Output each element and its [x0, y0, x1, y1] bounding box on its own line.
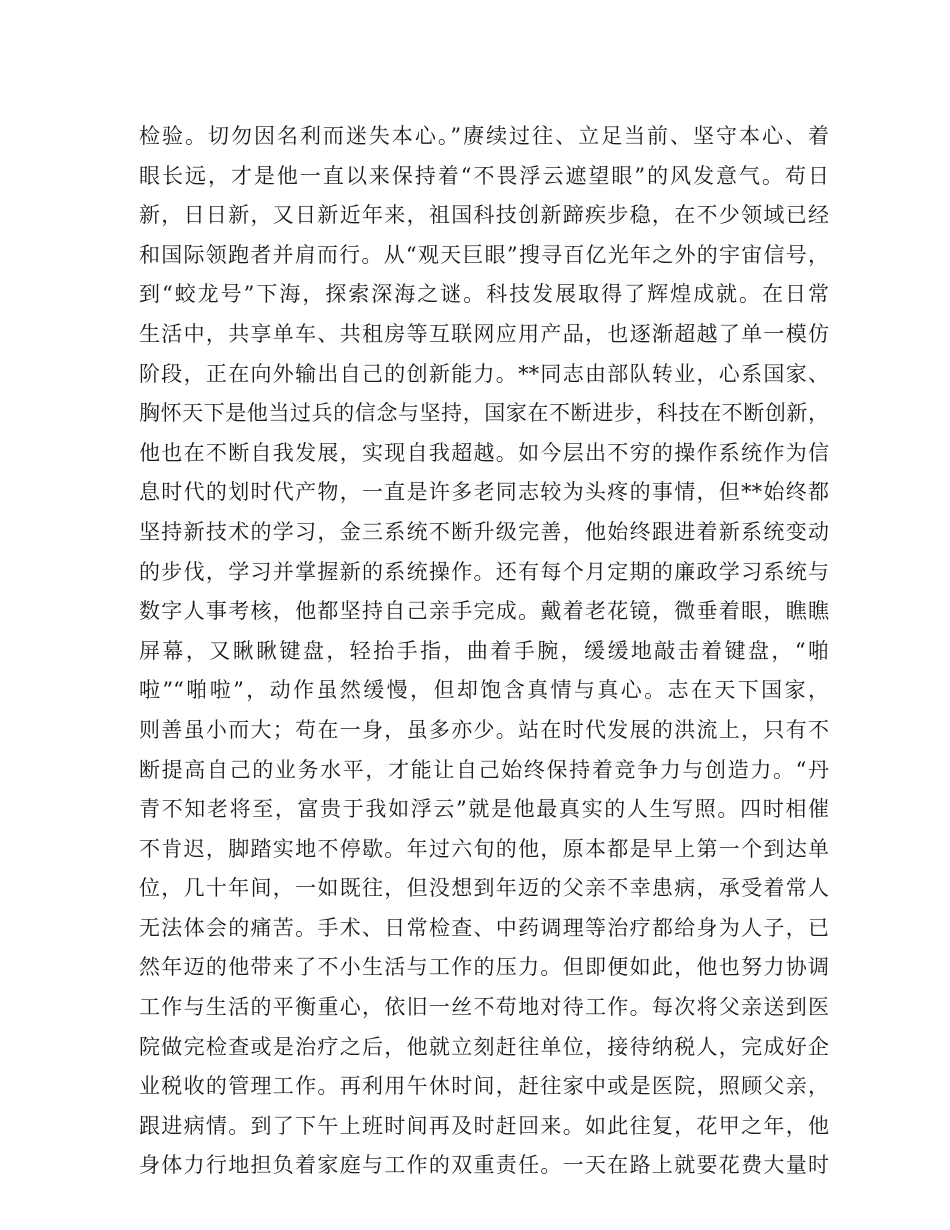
text-line: 到“蛟龙号”下海，探索深海之谜。科技发展取得了辉煌成就。在日常 [139, 282, 829, 307]
text-line: 身体力行地担负着家庭与工作的双重责任。一天在路上就要花费大量时 [139, 1153, 829, 1178]
text-line: 院做完检查或是治疗之后，他就立刻赶往单位，接待纳税人，完成好企 [139, 1034, 829, 1059]
text-line: 断提高自己的业务水平，才能让自己始终保持着竞争力与创造力。“丹 [139, 757, 829, 782]
text-line: 位，几十年间，一如既往，但没想到年迈的父亲不幸患病，承受着常人 [139, 876, 829, 901]
text-line: 则善虽小而大；苟在一身，虽多亦少。站在时代发展的洪流上，只有不 [139, 717, 829, 742]
text-line: 跟进病情。到了下午上班时间再及时赶回来。如此往复，花甲之年，他 [139, 1113, 829, 1138]
text-line: 不肯迟，脚踏实地不停歇。年过六旬的他，原本都是早上第一个到达单 [139, 836, 829, 861]
text-line: 无法体会的痛苦。手术、日常检查、中药调理等治疗都给身为人子，已 [139, 915, 829, 940]
text-line: 然年迈的他带来了不小生活与工作的压力。但即便如此，他也努力协调 [139, 955, 829, 980]
text-line: 新，日日新，又日新近年来，祖国科技创新蹄疾步稳，在不少领域已经 [139, 203, 829, 228]
text-line: 工作与生活的平衡重心，依旧一丝不苟地对待工作。每次将父亲送到医 [139, 995, 829, 1020]
text-line: 数字人事考核，他都坚持自己亲手完成。戴着老花镜，微垂着眼，瞧瞧 [139, 599, 829, 624]
text-line: 息时代的划时代产物，一直是许多老同志较为头疼的事情，但**始终都 [139, 480, 829, 505]
text-line: 眼长远，才是他一直以来保持着“不畏浮云遮望眼”的风发意气。苟日 [139, 163, 829, 188]
text-line: 和国际领跑者并肩而行。从“观天巨眼”搜寻百亿光年之外的宇宙信号， [139, 242, 829, 267]
text-line: 胸怀天下是他当过兵的信念与坚持，国家在不断进步，科技在不断创新， [139, 401, 829, 426]
text-line: 他也在不断自我发展，实现自我超越。如今层出不穷的操作系统作为信 [139, 440, 829, 465]
body-text [139, 117, 829, 1186]
text-line: 屏幕，又瞅瞅键盘，轻抬手指，曲着手腕，缓缓地敲击着键盘，“啪 [139, 638, 829, 663]
text-line: 生活中，共享单车、共租房等互联网应用产品，也逐渐超越了单一模仿 [139, 321, 829, 346]
text-line: 业税收的管理工作。再利用午休时间，赶往家中或是医院，照顾父亲， [139, 1074, 829, 1099]
text-line: 啦”“啪啦”，动作虽然缓慢，但却饱含真情与真心。志在天下国家， [139, 678, 829, 703]
text-line: 检验。切勿因名利而迷失本心。”赓续过往、立足当前、坚守本心、着 [139, 124, 829, 148]
text-line: 的步伐，学习并掌握新的系统操作。还有每个月定期的廉政学习系统与 [139, 559, 829, 584]
text-line: 青不知老将至，富贵于我如浮云”就是他最真实的人生写照。四时相催 [139, 797, 829, 822]
text-line: 阶段，正在向外输出自己的创新能力。**同志由部队转业，心系国家、 [139, 361, 829, 386]
text-line: 坚持新技术的学习，金三系统不断升级完善，他始终跟进着新系统变动 [139, 519, 829, 544]
